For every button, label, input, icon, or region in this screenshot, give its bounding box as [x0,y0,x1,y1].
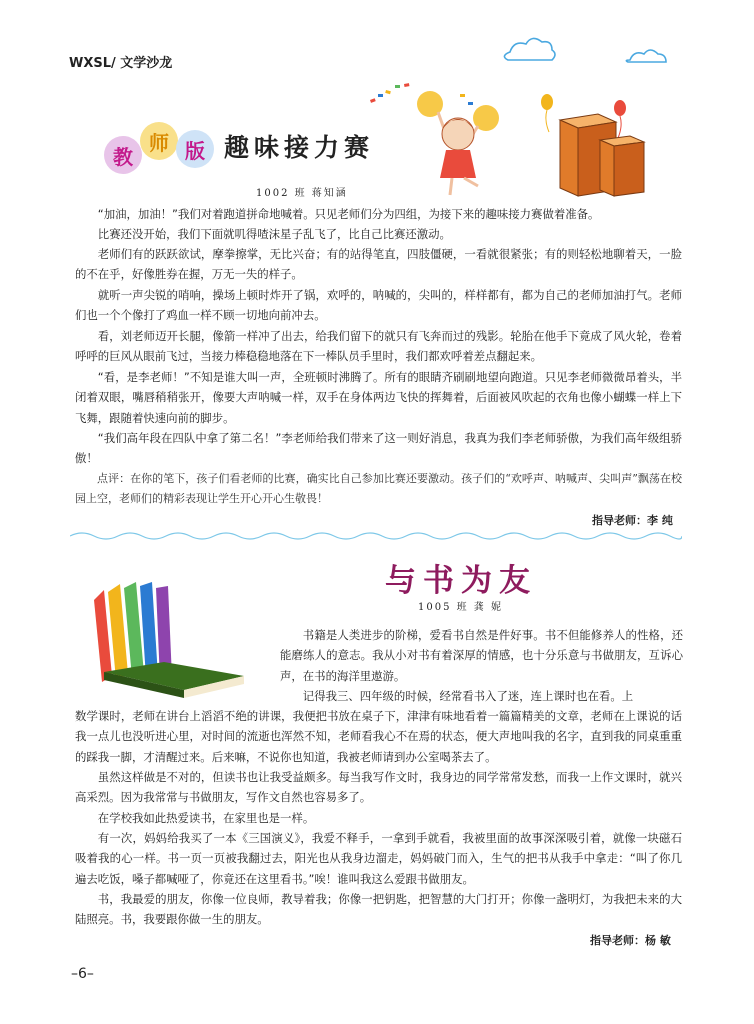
article2-paragraph: 书，我最爱的朋友，你像一位良师，教导着我；你像一把钥匙，把智慧的大门打开；你像一盏明灯，为我把未来的大陆照亮。书，我要跟你做一生的朋友。 [75,892,682,927]
wavy-divider [70,528,682,544]
article2-paragraph: 书籍是人类进步的阶梯，爱看书自然是件好事。书不但能修养人的性格，还能磨练人的意志。我从小对书有着深厚的情感，也十分乐意与书做朋友，互诉心声，在书的海洋里遨游。 [280,628,683,683]
badge-jiao: 教 [104,136,142,174]
article1-paragraph: “看，是李老师！”不知是谁大叫一声，全班顿时沸腾了。所有的眼睛齐刷刷地望向跑道。只见李老师微微昂着头，半闭着双眼，嘴唇稍稍张开，像要大声呐喊一样，双手在身体两边飞快的挥舞着，后面被风吹起的衣角也像小蝴蝶一样上下飞舞，跟随着快速向前的脚步。 [75,370,682,425]
section-header: WXSL/ 文学沙龙 [69,56,173,71]
article2-teacher: 指导老师：杨 敏 [590,934,671,947]
article2-paragraph: 虽然这样做是不对的，但读书也让我受益颇多。每当我写作文时，我身边的同学常常发愁，而我一上作文课时，就兴高采烈。因为我常常与书做朋友，写作文自然也容易多了。 [75,770,682,805]
article1-paragraph: 老师们有的跃跃欲试，摩拳擦掌，无比兴奋；有的站得笔直，四肢僵硬，一看就很紧张；有的则轻松地聊着天，一脸的不在乎，好像胜券在握，万无一失的样子。 [75,247,682,282]
cloud-icon [504,38,666,62]
books-icon [94,582,244,698]
article2-paragraph: 记得我三、四年级的时候，经常看书入了迷，连上课时也在看。上 [302,689,634,703]
cheerleader-icon [417,91,499,195]
article1-comment: 点评：在你的笔下，孩子们看老师的比赛，确实比自己参加比赛还要激动。孩子们的“欢呼声、呐喊声、尖叫声”飘荡在校园上空，老师们的精彩表现让学生开心开心生敬畏！ [75,472,682,506]
article1-paragraph: 比赛还没开始，我们下面就叽得喳沫星子乱飞了，比自己比赛还激动。 [97,227,451,241]
article2-paragraph: 在学校我如此热爱读书，在家里也是一样。 [97,811,315,825]
article2-byline: 1005 班 龚 妮 [418,602,503,613]
article1-title: 趣味接力赛 [224,133,375,162]
vaulting-box-icon [560,114,644,196]
cheerleader-illustration [360,30,700,200]
books-illustration [74,580,264,705]
article1-paragraph: 就听一声尖锐的哨响，操场上顿时炸开了锅，欢呼的，呐喊的，尖叫的，样样都有，都为自己的老师加油打气。老师们也一个个像打了鸡血一样不顾一切地向前冲去。 [75,288,682,323]
article1-paragraph: “加油，加油！”我们对着跑道拼命地喊着。只见老师们分为四组，为接下来的趣味接力赛做着准备。 [97,207,600,221]
badge-shi: 师 [140,122,178,160]
page-number: –6– [71,966,94,982]
article1-paragraph: 看，刘老师迈开长腿，像箭一样冲了出去，给我们留下的就只有飞奔而过的残影。轮胎在他手下竟成了风火轮，卷着呼呼的巨风从眼前飞过，当接力棒稳稳地落在下一棒队员手里时，我们都欢呼着差点翻起来。 [75,329,682,364]
article1-teacher: 指导老师：李 纯 [592,514,673,527]
article2-paragraph: 数学课时，老师在讲台上滔滔不绝的讲课，我便把书放在桌子下，津津有味地看着一篇篇精美的文章，老师在上课说的话我一点儿也没听进心里，对时间的流逝也浑然不知，老师看我心不在焉的状态，便大声地叫我的名字，直到我的同桌重重的踩我一脚，才清醒过来。后来嘛，不说你也知道，我被老师请到办公室喝茶去了。 [75,709,682,764]
article2-paragraph: 有一次，妈妈给我买了一本《三国演义》，我爱不释手，一拿到手就看，我被里面的故事深深吸引着，就像一块磁石吸着我的心一样。书一页一页被我翻过去，阳光也从我身边溜走，妈妈破门而入，生气的把书从我手中拿走：“叫了你几遍去吃饭，嗓子都喊哑了，你竟还在这里看书。”唉！谁叫我这么爱跟书做朋友。 [75,831,682,886]
article1-paragraph: “我们高年段在四队中拿了第二名！”李老师给我们带来了这一则好消息，我真为我们李老师骄傲，为我们高年级组骄傲！ [75,431,682,466]
article1-byline: 1002 班 蒋知涵 [256,188,348,199]
article1-title-block [104,118,404,178]
article2-title: 与书为友 [385,563,537,599]
badge-ban: 版 [176,130,214,168]
